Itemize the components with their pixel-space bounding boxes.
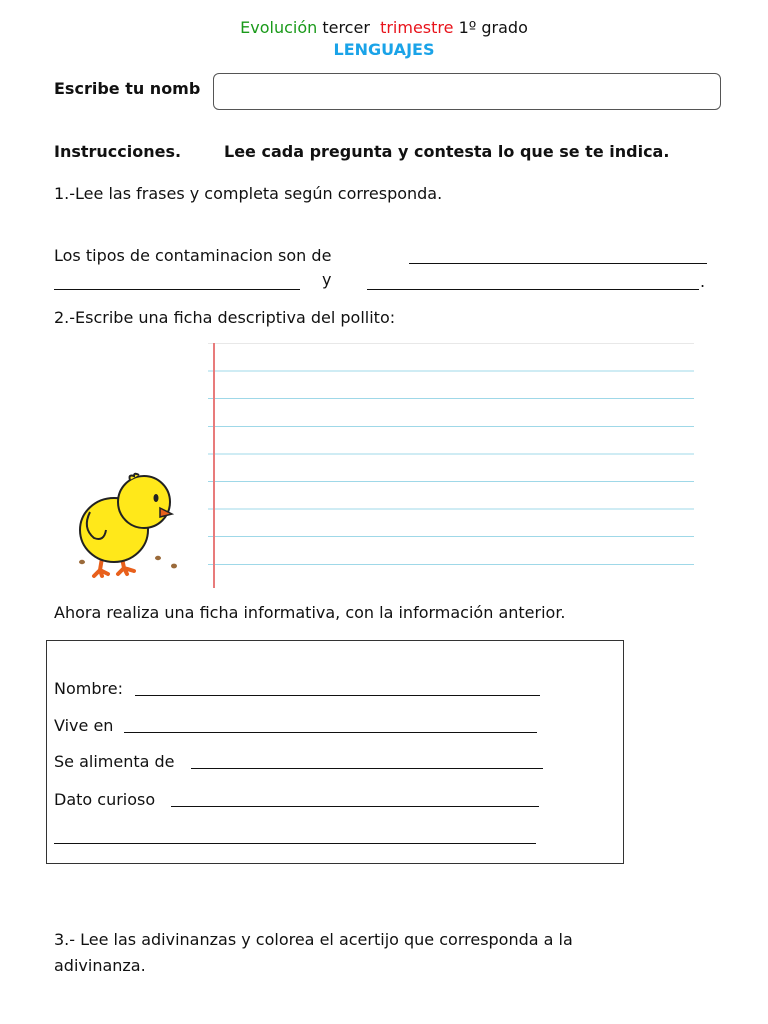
field-nombre: Nombre: [54,679,123,698]
worksheet-title [0,18,768,37]
question-1-title: 1.-Lee las frases y completa según corresponda. [54,184,443,203]
subject-subtitle: LENGUAJES [333,40,435,59]
follow-up-instruction: Ahora realiza una ficha informativa, con la información anterior. [54,603,566,622]
title-trimestre: trimestre [380,18,454,37]
blank-line-2[interactable] [54,289,300,290]
instructions-label: Instrucciones. [54,142,182,161]
question-1-sentence: Los tipos de contaminacion son de [54,246,332,265]
chick-illustration [72,470,182,585]
connector-y: y [322,270,332,289]
field-se-alimenta-line[interactable] [191,768,543,769]
title-tercer: tercer [317,18,381,37]
name-prompt: Escribe tu nomb [54,79,201,98]
field-dato-curioso-line[interactable] [171,806,539,807]
title-evolucion: Evolución [240,18,318,37]
question-2-title: 2.-Escribe una ficha descriptiva del pollito: [54,308,396,327]
lined-paper[interactable] [208,343,694,589]
end-period: . [700,272,706,291]
chick-image [72,470,182,585]
field-vive-en-line[interactable] [124,732,537,733]
instructions-text: Lee cada pregunta y contesta lo que se te indica. [224,142,670,161]
blank-line-1[interactable] [409,263,707,264]
field-se-alimenta: Se alimenta de [54,752,175,771]
field-extra-line[interactable] [54,843,536,844]
title-grado: 1º grado [453,18,528,37]
paper-margin-line [213,343,215,588]
question-3-line-1: 3.- Lee las adivinanzas y colorea el acertijo que corresponda a la [54,930,573,949]
blank-line-3[interactable] [367,289,699,290]
field-nombre-line[interactable] [135,695,540,696]
name-input-box[interactable] [213,73,721,110]
question-3-line-2: adivinanza. [54,956,146,975]
field-vive-en: Vive en [54,716,114,735]
field-dato-curioso: Dato curioso [54,790,156,809]
